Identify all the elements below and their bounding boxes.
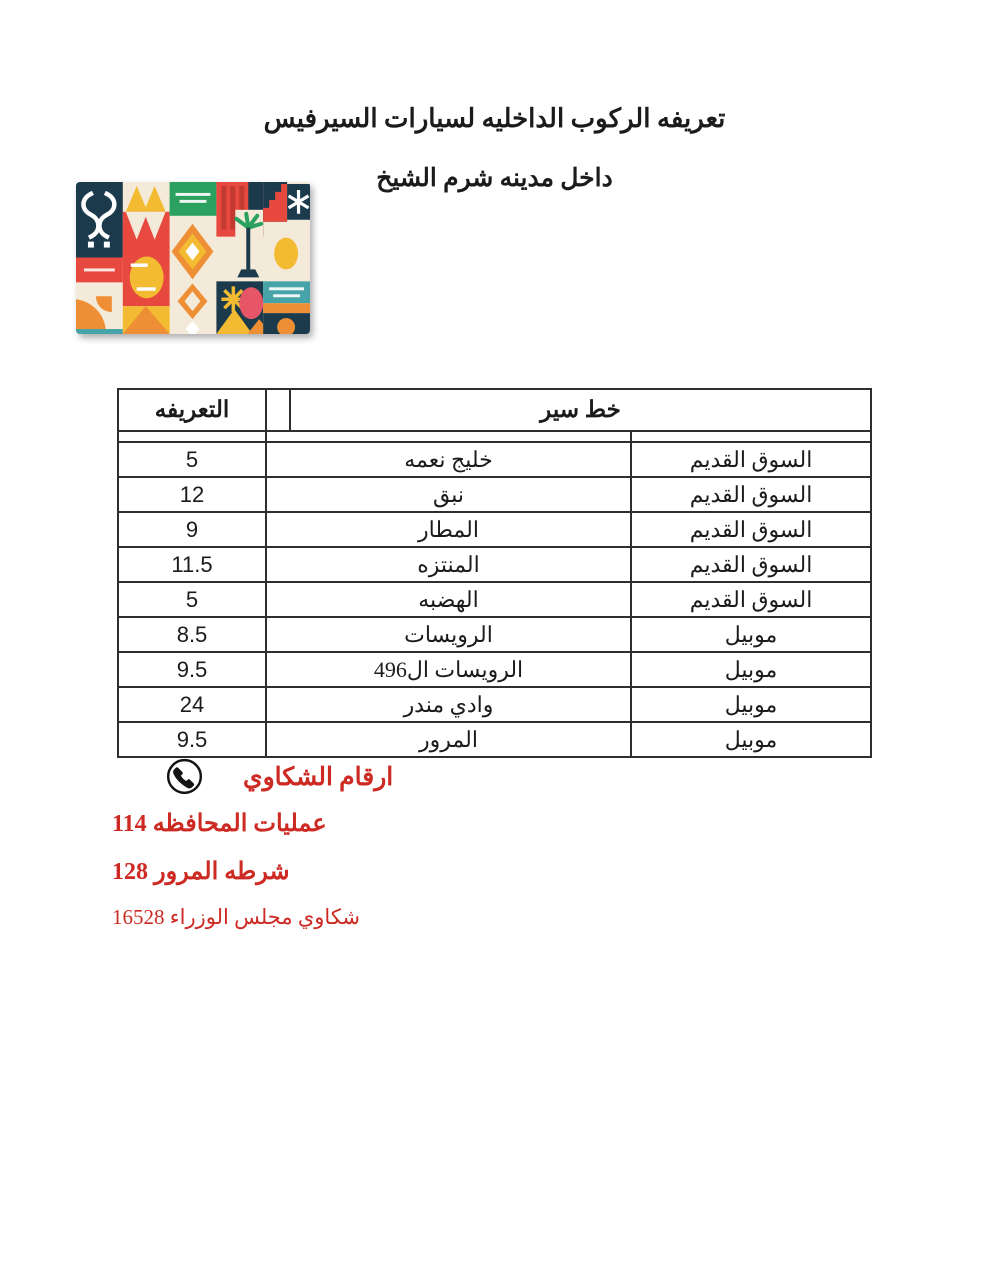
origin-cell: موبيل xyxy=(631,687,871,722)
origin-cell: موبيل xyxy=(631,722,871,757)
tariff-cell: 11.5 xyxy=(118,547,266,582)
destination-cell: الرويسات ال496 xyxy=(266,652,631,687)
origin-cell: موبيل xyxy=(631,652,871,687)
tariff-cell: 12 xyxy=(118,477,266,512)
tariff-row xyxy=(118,687,871,722)
table-header-row xyxy=(118,389,871,431)
origin-cell: موبيل xyxy=(631,617,871,652)
phone-icon xyxy=(166,758,203,795)
tariff-cell: 5 xyxy=(118,582,266,617)
table-spacer-row xyxy=(118,431,871,442)
destination-cell: الهضبه xyxy=(266,582,631,617)
tariff-row xyxy=(118,617,871,652)
complaint-item-traffic-police: شرطه المرور 128 xyxy=(112,859,290,885)
complaint-item-cabinet-complaints: شكاوي مجلس الوزراء 16528 xyxy=(112,905,361,929)
tariff-row xyxy=(118,547,871,582)
destination-cell: وادي مندر xyxy=(266,687,631,722)
origin-cell: السوق القديم xyxy=(631,477,871,512)
destination-cell: المنتزه xyxy=(266,547,631,582)
destination-cell: المطار xyxy=(266,512,631,547)
origin-cell: السوق القديم xyxy=(631,512,871,547)
tariff-cell: 24 xyxy=(118,687,266,722)
origin-cell: السوق القديم xyxy=(631,547,871,582)
header-route: خط سير xyxy=(290,389,871,431)
origin-cell: السوق القديم xyxy=(631,582,871,617)
page-title: تعريفه الركوب الداخليه لسيارات السيرفيس xyxy=(263,104,726,133)
tariff-cell: 9 xyxy=(118,512,266,547)
origin-cell: السوق القديم xyxy=(631,442,871,477)
complaint-item-governorate-operations: عمليات المحافظه 114 xyxy=(112,811,327,837)
tariff-row xyxy=(118,477,871,512)
complaints-heading-label: ارقام الشكاوي xyxy=(243,763,394,791)
page-subtitle: داخل مدينه شرم الشيخ xyxy=(376,165,613,192)
destination-cell: خليج نعمه xyxy=(266,442,631,477)
destination-cell: الرويسات xyxy=(266,617,631,652)
tariff-row xyxy=(118,442,871,477)
complaints-heading-row xyxy=(166,758,393,795)
destination-cell: نبق xyxy=(266,477,631,512)
logo-mosaic-graphic xyxy=(76,182,310,334)
destination-cell: المرور xyxy=(266,722,631,757)
tariff-table xyxy=(117,388,872,758)
header-narrow-cell xyxy=(266,389,290,431)
tariff-row xyxy=(118,512,871,547)
tariff-cell: 9.5 xyxy=(118,652,266,687)
tariff-row xyxy=(118,652,871,687)
tariff-cell: 8.5 xyxy=(118,617,266,652)
tariff-cell: 5 xyxy=(118,442,266,477)
city-brand-logo-image xyxy=(76,182,310,334)
tariff-row xyxy=(118,582,871,617)
tariff-row xyxy=(118,722,871,757)
tariff-cell: 9.5 xyxy=(118,722,266,757)
header-tariff: التعريفه xyxy=(118,389,266,431)
